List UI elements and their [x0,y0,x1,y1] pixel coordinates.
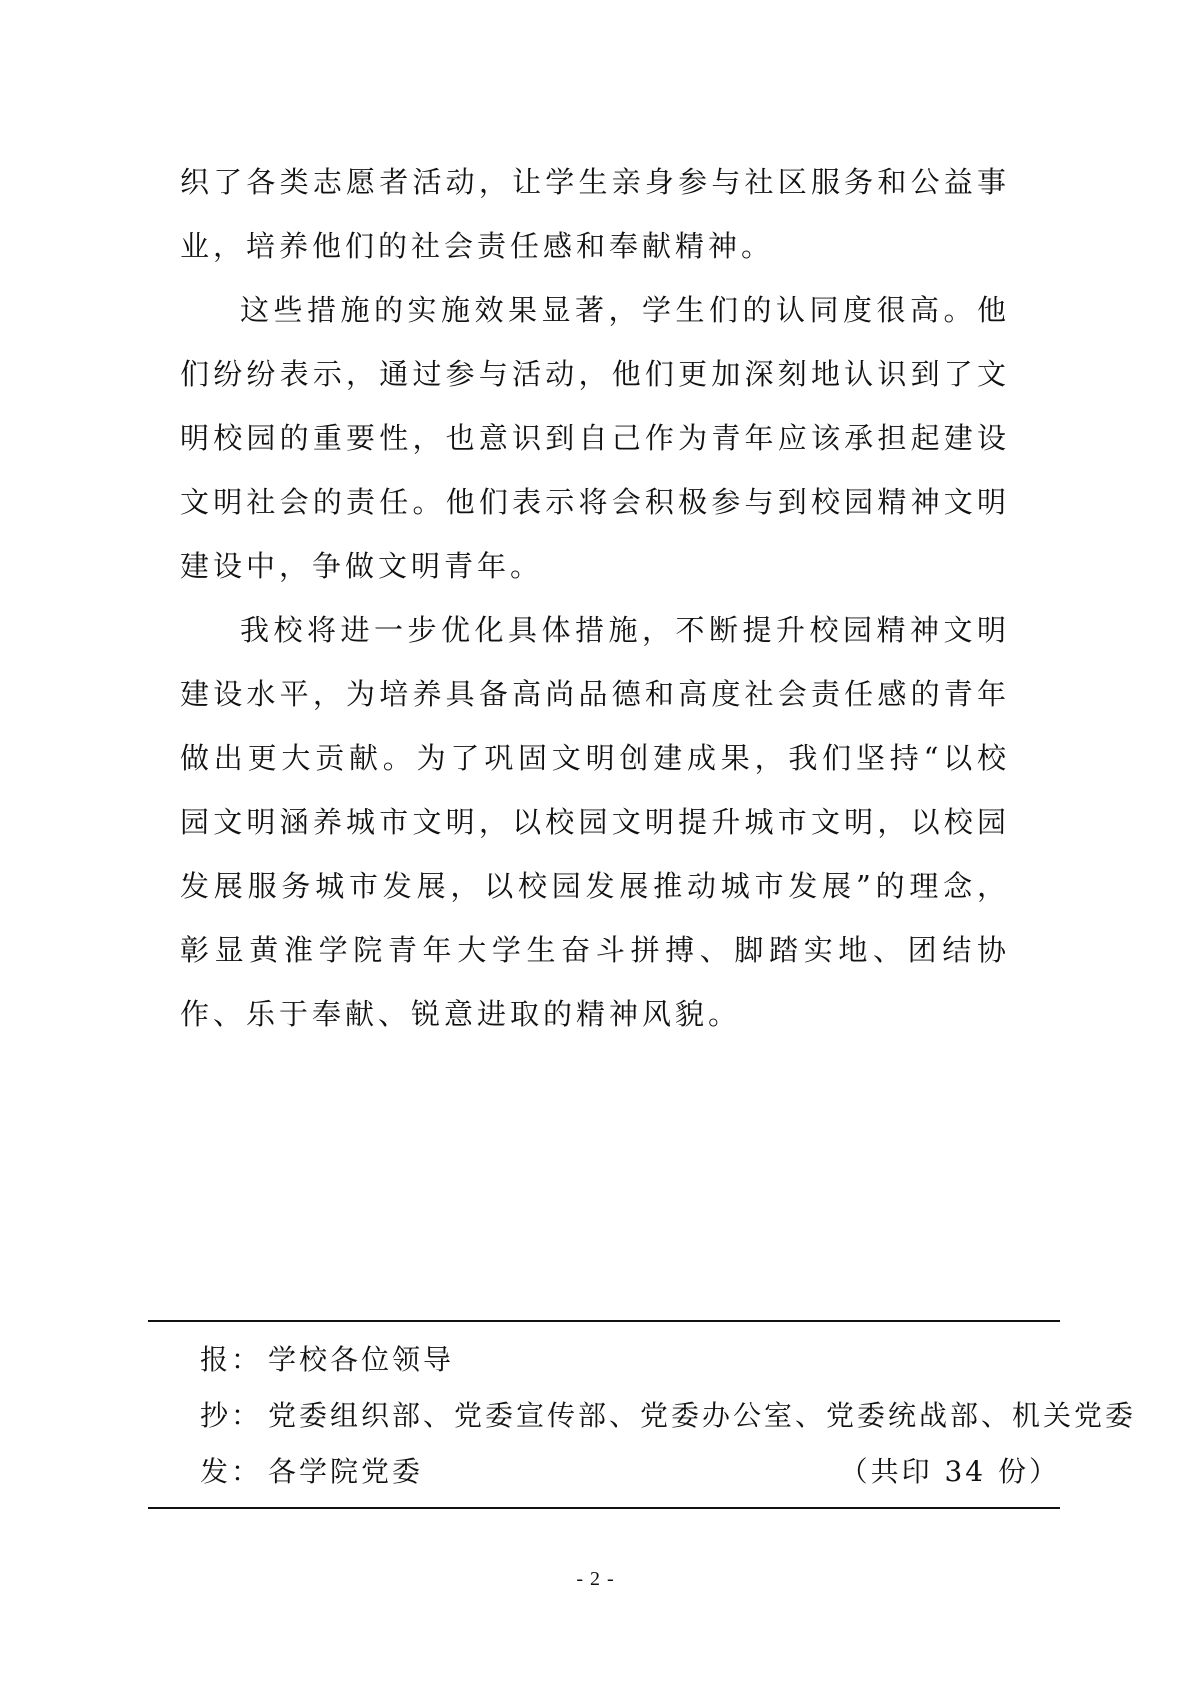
distribution-send-line [200,1452,1060,1492]
copy-recipients: 党委组织部、党委宣传部、党委办公室、党委统战部、机关党委 [268,1399,1137,1432]
body-paragraph-3: 我校将进一步优化具体措施，不断提升校园精神文明建设水平，为培养具备高尚品德和高度社会责任感的青年做出更大贡献。为了巩固文明创建成果，我们坚持“以校园文明涵养城市文明，以校园文明提升城市文明，以校园发展服务城市发展，以校园发展推动城市发展”的理念，彰显黄淮学院青年大学生奋斗拼搏、脚踏实地、团结协作、乐于奉献、锐意进取的精神风貌。 [180,613,1010,1031]
distribution-top-rule [148,1320,1060,1322]
send-label: 发： [200,1455,263,1488]
send-recipients: 各学院党委 [268,1455,424,1488]
page-number: - 2 - [576,1568,615,1590]
copies-note: （共印 34 份） [839,1455,1060,1488]
distribution-report-line [200,1340,1060,1380]
distribution-copy-line [200,1396,1137,1436]
body-paragraph-2: 这些措施的实施效果显著，学生们的认同度很高。他们纷纷表示，通过参与活动，他们更加深刻地认识到了文明校园的重要性，也意识到自己作为青年应该承担起建设文明社会的责任。他们表示将会积极参与到校园精神文明建设中，争做文明青年。 [180,293,1010,583]
report-label: 报： [200,1343,263,1376]
report-recipients: 学校各位领导 [268,1343,455,1376]
copy-label: 抄： [200,1399,263,1432]
document-body [180,150,1010,1046]
distribution-bottom-rule [148,1507,1060,1509]
body-paragraph-1: 织了各类志愿者活动，让学生亲身参与社区服务和公益事业，培养他们的社会责任感和奉献精神。 [180,165,1010,263]
